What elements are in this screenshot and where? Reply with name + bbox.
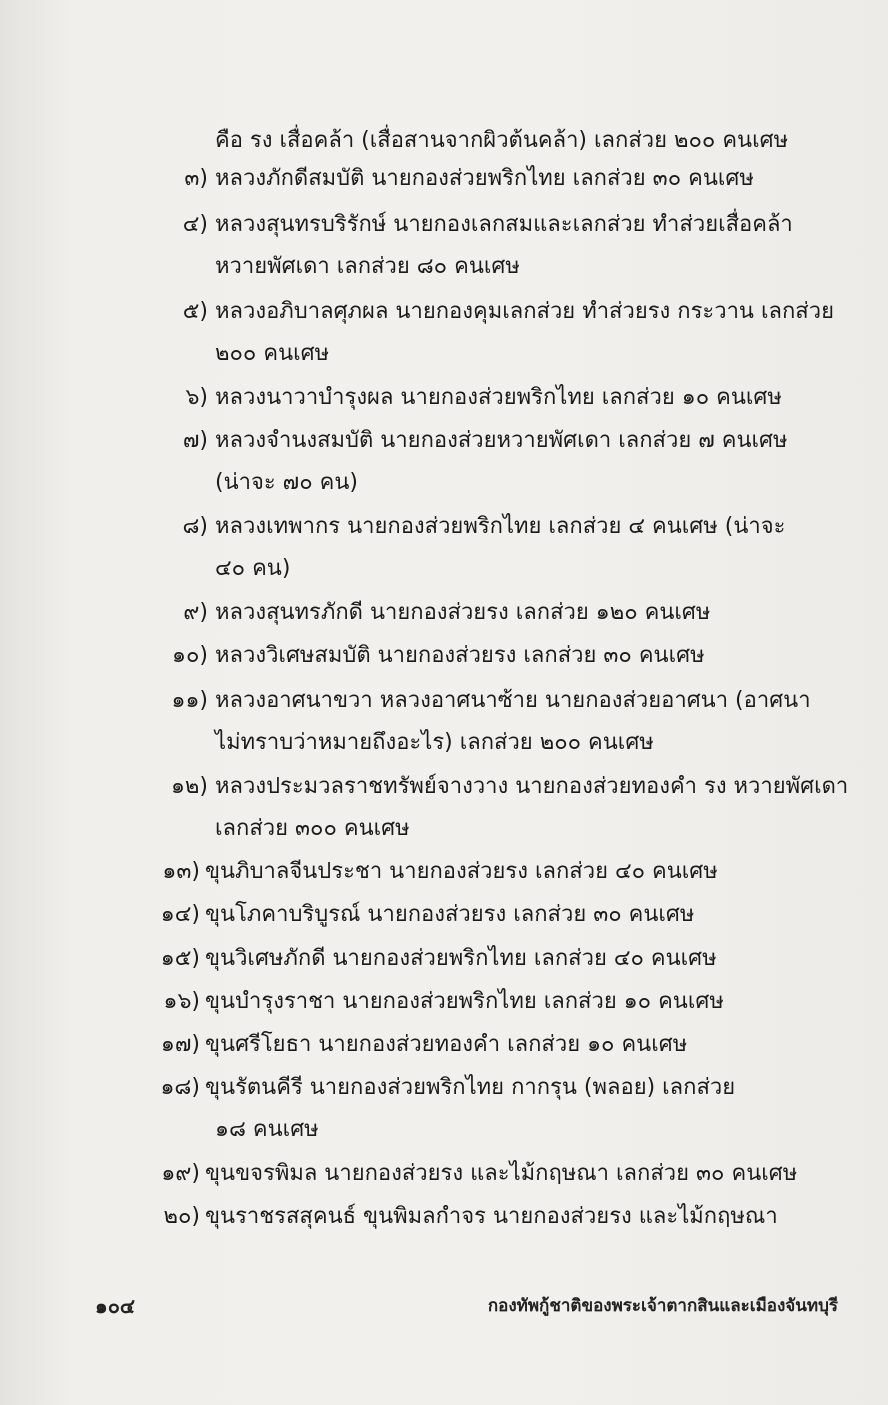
item-number: ๖) (185, 385, 208, 410)
text-line: ๒๐๐ คนเศษ (215, 341, 330, 366)
text-line: ๑๘ คนเศษ (215, 1117, 319, 1142)
text-line: ๔๐ คน) (215, 556, 291, 581)
page-number: ๑๐๔ (95, 1294, 136, 1318)
item-number: ๑๐) (172, 643, 208, 668)
text-line-content: คือ รง เสื่อคล้า (เสื่อสานจากผิวต้นคล้า) เลกส่วย ๒๐๐ คนเศษ (215, 128, 789, 153)
text-line: (น่าจะ ๗๐ คน) (215, 470, 358, 495)
text-line: เลกส่วย ๓๐๐ คนเศษ (215, 816, 410, 841)
item-number: ๗) (182, 428, 208, 453)
text-line: ขุนบำรุงราชา นายกองส่วยพริกไทย เลกส่วย ๑๐ คนเศษ (205, 989, 724, 1014)
text-line: หลวงสุนทรบริรักษ์ นายกองเลกสมและเลกส่วย ทำส่วยเสื่อคล้า (215, 212, 793, 237)
text-line: หวายพัศเดา เลกส่วย ๘๐ คนเศษ (215, 254, 520, 279)
text-line: ขุนวิเศษภักดี นายกองส่วยพริกไทย เลกส่วย ๔๐ คนเศษ (205, 946, 717, 971)
text-line: ขุนราชรสสุคนธ์ ขุนพิมลกำจร นายกองส่วยรง และไม้กฤษณา (205, 1204, 778, 1229)
item-number: ๕) (182, 299, 208, 324)
item-number: ๔) (182, 212, 208, 237)
text-line: ขุนขจรพิมล นายกองส่วยรง และไม้กฤษณา เลกส่วย ๓๐ คนเศษ (205, 1161, 798, 1186)
item-number: ๑๘) (160, 1075, 200, 1100)
item-number: ๓) (184, 166, 208, 191)
item-number: ๑๕) (160, 946, 200, 971)
item-number: ๑๔) (160, 902, 200, 927)
text-line: ไม่ทราบว่าหมายถึงอะไร) เลกส่วย ๒๐๐ คนเศษ (215, 730, 654, 755)
text-line: หลวงเทพากร นายกองส่วยพริกไทย เลกส่วย ๔ คนเศษ (น่าจะ (215, 514, 786, 539)
text-line: หลวงสุนทรภักดี นายกองส่วยรง เลกส่วย ๑๒๐ คนเศษ (215, 600, 711, 625)
text-line: หลวงวิเศษสมบัติ นายกองส่วยรง เลกส่วย ๓๐ คนเศษ (215, 643, 705, 668)
running-footer-title: กองทัพกู้ชาติของพระเจ้าตากสินและเมืองจันทบุรี (487, 1296, 838, 1316)
text-line: ขุนภิบาลจีนประชา นายกองส่วยรง เลกส่วย ๔๐ คนเศษ (205, 859, 718, 884)
text-line: หลวงภักดีสมบัติ นายกองส่วยพริกไทย เลกส่วย ๓๐ คนเศษ (215, 166, 754, 191)
item-number: ๑๒) (170, 774, 208, 799)
item-number: ๑๙) (161, 1161, 200, 1186)
item-number: ๑๖) (163, 989, 200, 1014)
text-line: ขุนศรีโยธา นายกองส่วยทองคำ เลกส่วย ๑๐ คนเศษ (205, 1032, 688, 1057)
text-line: หลวงนาวาบำรุงผล นายกองส่วยพริกไทย เลกส่วย ๑๐ คนเศษ (215, 385, 782, 410)
text-line: หลวงจำนงสมบัติ นายกองส่วยหวายพัศเดา เลกส่วย ๗ คนเศษ (215, 428, 788, 453)
item-number: ๒๐) (163, 1204, 200, 1229)
text-line: หลวงประมวลราชทรัพย์จางวาง นายกองส่วยทองคำ รง หวายพัศเดา (215, 774, 849, 799)
item-number: ๑๓) (162, 859, 200, 884)
text-line: หลวงอภิบาลศุภผล นายกองคุมเลกส่วย ทำส่วยรง กระวาน เลกส่วย (215, 299, 834, 324)
item-number: ๙) (183, 600, 208, 625)
item-number: ๘) (182, 514, 208, 539)
item-number: ๑๗) (160, 1032, 200, 1057)
text-line: หลวงอาศนาขวา หลวงอาศนาซ้าย นายกองส่วยอาศนา (อาศนา (215, 688, 811, 713)
text-line: ขุนรัตนคีรี นายกองส่วยพริกไทย กากรุน (พลอย) เลกส่วย (205, 1075, 736, 1100)
text-line (215, 124, 845, 158)
item-number: ๑๑) (171, 688, 208, 713)
text-line: ขุนโภคาบริบูรณ์ นายกองส่วยรง เลกส่วย ๓๐ คนเศษ (205, 902, 695, 927)
